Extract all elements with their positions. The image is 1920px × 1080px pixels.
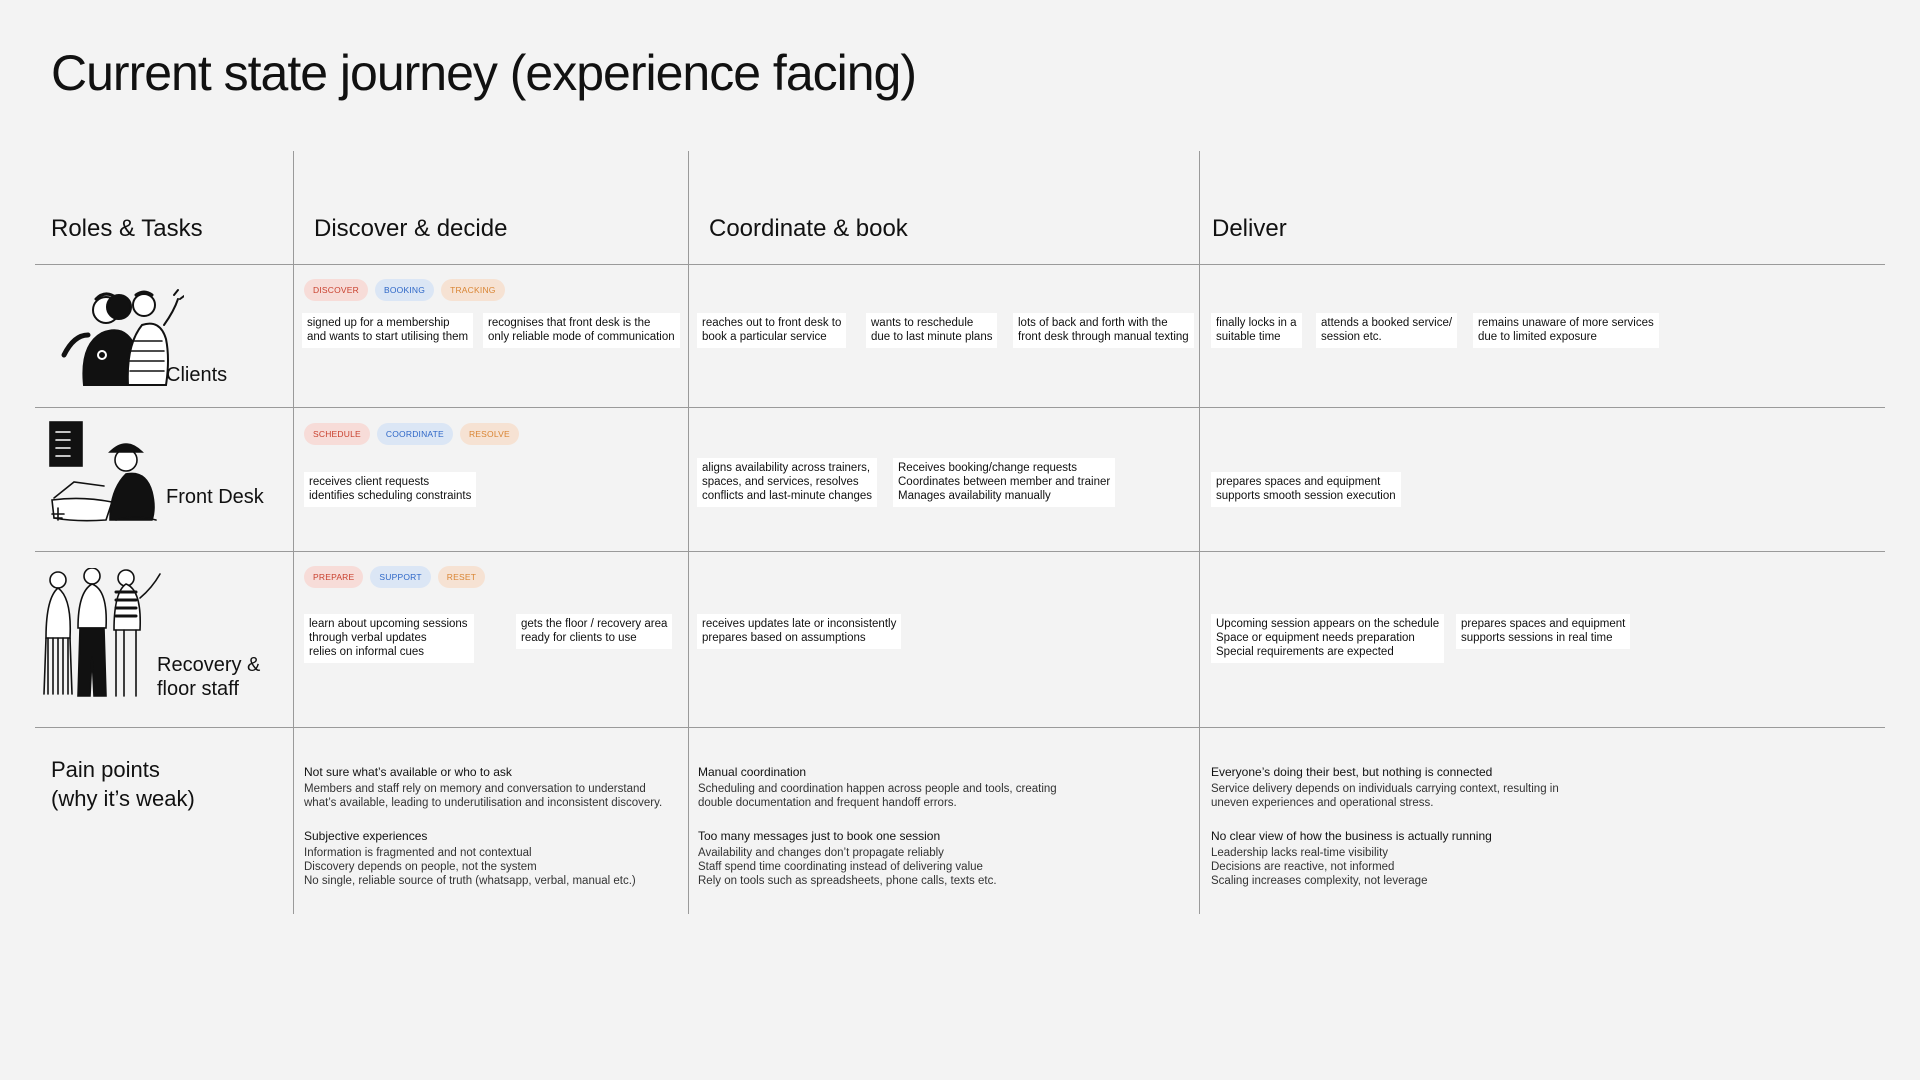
tag-reset: RESET: [438, 566, 485, 588]
pain-deliver: [1211, 765, 1731, 907]
role-front-desk: Front Desk: [166, 486, 264, 508]
pain-body: Leadership lacks real-time visibility Decisions are reactive, not informed Scaling increases complexity, not leverage: [1211, 847, 1428, 887]
note: Upcoming session appears on the schedule Space or equipment needs preparation Special requirements are expected: [1211, 614, 1444, 663]
pain-title: Not sure what’s available or who to ask: [304, 765, 512, 779]
pain-coordinate: [698, 765, 1218, 907]
row-divider: [35, 551, 1885, 552]
note: gets the floor / recovery area ready for clients to use: [516, 614, 672, 649]
row-divider: [35, 727, 1885, 728]
pain-title: No clear view of how the business is actually running: [1211, 829, 1492, 843]
tag-tracking: TRACKING: [441, 279, 505, 301]
row-divider: [35, 407, 1885, 408]
pain-title: Too many messages just to book one session: [698, 829, 941, 843]
role-staff: Recovery & floor staff: [157, 654, 261, 700]
note: finally locks in a suitable time: [1211, 313, 1302, 348]
page-title: Current state journey (experience facing): [51, 45, 917, 101]
tag-resolve: RESOLVE: [460, 423, 519, 445]
clients-illustration: [44, 285, 184, 390]
staff-illustration: [40, 568, 170, 700]
note: recognises that front desk is the only reliable mode of communication: [483, 313, 680, 348]
note: aligns availability across trainers, spaces, and services, resolves conflicts and last-minute changes: [697, 458, 877, 507]
pain-body: Information is fragmented and not contextual Discovery depends on people, not the system No single, reliable source of truth (whatsapp, verbal, manual etc.): [304, 847, 636, 887]
tags-staff: [304, 566, 485, 588]
note: prepares spaces and equipment supports smooth session execution: [1211, 472, 1401, 507]
note: prepares spaces and equipment supports sessions in real time: [1456, 614, 1630, 649]
note: attends a booked service/ session etc.: [1316, 313, 1457, 348]
note: wants to reschedule due to last minute plans: [866, 313, 997, 348]
pain-body: Members and staff rely on memory and conversation to understand what’s available, leading to underutilisation and inconsistent discovery.: [304, 783, 663, 809]
pain-body: Service delivery depends on individuals carrying context, resulting in uneven experiences and operational stress.: [1211, 783, 1559, 809]
pain-title: Manual coordination: [698, 765, 807, 779]
tags-clients: [304, 279, 505, 301]
tag-coordinate: COORDINATE: [377, 423, 453, 445]
header-deliver: Deliver: [1212, 215, 1287, 242]
tags-front-desk: [304, 423, 519, 445]
pain-body: Scheduling and coordination happen across people and tools, creating double documentation and frequent handoff errors.: [698, 783, 1057, 809]
note: signed up for a membership and wants to start utilising them: [302, 313, 473, 348]
header-roles: Roles & Tasks: [51, 215, 203, 242]
note: remains unaware of more services due to limited exposure: [1473, 313, 1659, 348]
pain-title: Subjective experiences: [304, 829, 428, 843]
note: reaches out to front desk to book a particular service: [697, 313, 846, 348]
note: receives updates late or inconsistently prepares based on assumptions: [697, 614, 901, 649]
note: learn about upcoming sessions through verbal updates relies on informal cues: [304, 614, 474, 663]
header-coordinate: Coordinate & book: [709, 215, 908, 242]
tag-support: SUPPORT: [370, 566, 430, 588]
note: Receives booking/change requests Coordinates between member and trainer Manages availability manually: [893, 458, 1115, 507]
tag-booking: BOOKING: [375, 279, 434, 301]
role-clients: Clients: [166, 364, 228, 386]
pain-title: Everyone’s doing their best, but nothing is connected: [1211, 765, 1493, 779]
tag-prepare: PREPARE: [304, 566, 363, 588]
tag-schedule: SCHEDULE: [304, 423, 370, 445]
note: lots of back and forth with the front desk through manual texting: [1013, 313, 1194, 348]
front-desk-illustration: [44, 420, 164, 525]
column-divider: [293, 151, 294, 914]
pain-body: Availability and changes don’t propagate reliably Staff spend time coordinating instead of delivering value Rely on tools such as spreadsheets, phone calls, texts etc.: [698, 847, 997, 887]
header-discover: Discover & decide: [314, 215, 508, 242]
tag-discover: DISCOVER: [304, 279, 368, 301]
row-divider: [35, 264, 1885, 265]
note: receives client requests identifies scheduling constraints: [304, 472, 476, 507]
pain-points-label: Pain points (why it’s weak): [51, 757, 195, 811]
